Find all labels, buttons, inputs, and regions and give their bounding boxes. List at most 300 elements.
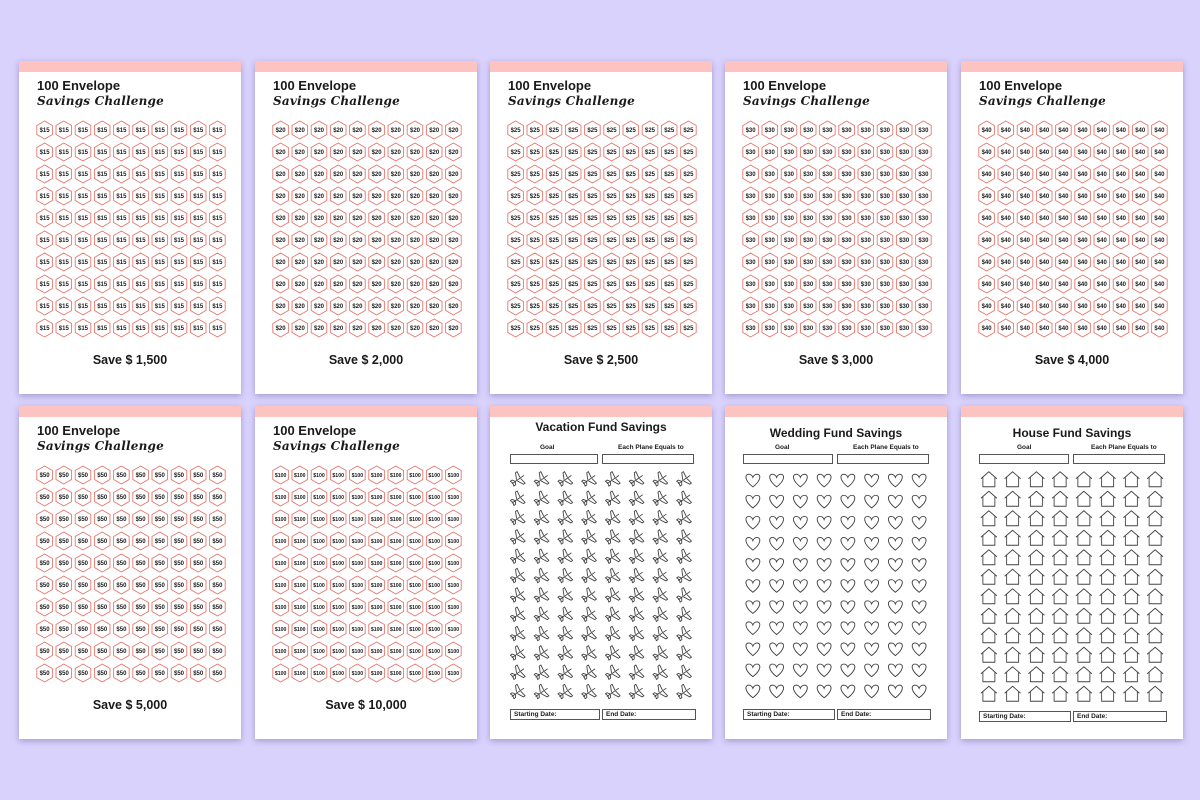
envelope-cell bbox=[37, 576, 53, 594]
envelope-amount: $100 bbox=[370, 495, 383, 501]
fund-cell bbox=[603, 567, 622, 586]
airplane-icon bbox=[532, 605, 551, 624]
airplane-icon bbox=[508, 644, 527, 663]
envelope-cell bbox=[190, 319, 206, 337]
fund-cell bbox=[912, 580, 926, 593]
envelope-cell bbox=[94, 598, 110, 616]
envelope-amount: $100 bbox=[409, 605, 421, 611]
envelope-cell bbox=[311, 664, 327, 682]
airplane-icon bbox=[674, 586, 693, 605]
heart-icon bbox=[770, 664, 784, 677]
envelope-amount: $20 bbox=[448, 282, 459, 288]
envelope-amount: $20 bbox=[352, 172, 363, 178]
envelope-cell bbox=[273, 231, 289, 249]
envelope-cell bbox=[642, 209, 658, 227]
page-title: 100 Envelope bbox=[37, 78, 121, 93]
envelope-amount: $20 bbox=[275, 304, 286, 310]
envelope-amount: $40 bbox=[1096, 326, 1107, 332]
airplane-icon bbox=[627, 509, 646, 528]
envelope-cell bbox=[388, 664, 404, 682]
envelope-cell bbox=[446, 297, 462, 315]
envelope-page-15 bbox=[19, 61, 241, 394]
envelope-cell bbox=[1152, 143, 1168, 161]
envelope-amount: $100 bbox=[332, 649, 344, 655]
envelope-amount: $25 bbox=[568, 238, 579, 244]
heart-icon bbox=[817, 685, 831, 698]
fund-cell bbox=[579, 547, 598, 566]
envelope-amount: $40 bbox=[1000, 238, 1011, 244]
envelope-amount: $50 bbox=[77, 583, 89, 589]
end-date-field[interactable]: End Date: bbox=[837, 709, 931, 720]
envelope-amount: $40 bbox=[1019, 304, 1031, 310]
envelope-amount: $15 bbox=[58, 326, 69, 332]
house-icon bbox=[1076, 686, 1092, 701]
envelope-amount: $100 bbox=[370, 561, 383, 567]
envelope-amount: $50 bbox=[154, 495, 165, 501]
envelope-cell bbox=[330, 598, 346, 616]
heart-icon bbox=[912, 495, 926, 508]
envelope-amount: $40 bbox=[1039, 216, 1050, 222]
envelope-amount: $15 bbox=[154, 216, 165, 222]
envelope-cell bbox=[661, 187, 677, 205]
fund-cell bbox=[912, 538, 926, 551]
envelope-amount: $100 bbox=[447, 583, 460, 589]
envelope-amount: $40 bbox=[981, 150, 992, 156]
envelope-grid bbox=[506, 119, 698, 339]
envelope-cell bbox=[407, 510, 423, 528]
each-equals-field[interactable] bbox=[602, 454, 694, 464]
each-equals-field[interactable] bbox=[1073, 454, 1165, 464]
envelope-cell bbox=[407, 297, 423, 315]
envelope-amount: $100 bbox=[370, 473, 383, 479]
envelope-amount: $25 bbox=[529, 216, 540, 222]
page-header-band bbox=[490, 406, 712, 417]
envelope-cell bbox=[858, 143, 874, 161]
airplane-icon bbox=[579, 644, 598, 663]
fund-cell bbox=[1076, 628, 1092, 643]
envelope-amount: $40 bbox=[1058, 194, 1069, 200]
envelope-cell bbox=[114, 598, 130, 616]
envelope-cell bbox=[1152, 297, 1168, 315]
airplane-icon bbox=[532, 663, 551, 682]
envelope-cell bbox=[1113, 275, 1129, 293]
envelope-cell bbox=[743, 253, 759, 271]
envelope-amount: $100 bbox=[390, 583, 402, 589]
house-icon bbox=[1028, 628, 1044, 643]
envelope-cell bbox=[311, 598, 327, 616]
airplane-icon bbox=[508, 489, 527, 508]
envelope-amount: $30 bbox=[879, 304, 891, 310]
airplane-icon bbox=[603, 683, 622, 702]
envelope-cell bbox=[330, 576, 346, 594]
envelope-amount: $20 bbox=[313, 172, 325, 178]
fund-cell bbox=[1052, 686, 1068, 701]
fund-cell bbox=[674, 470, 693, 489]
envelope-cell bbox=[800, 165, 816, 183]
envelope-cell bbox=[426, 510, 442, 528]
envelope-cell bbox=[681, 253, 697, 271]
envelope-cell bbox=[330, 231, 346, 249]
fund-cell bbox=[888, 601, 902, 614]
fund-cell bbox=[1052, 530, 1068, 545]
fund-cell bbox=[674, 567, 693, 586]
fund-cell bbox=[674, 644, 693, 663]
airplane-icon bbox=[603, 567, 622, 586]
envelope-amount: $50 bbox=[212, 605, 223, 611]
envelope-amount: $40 bbox=[1000, 216, 1011, 222]
heart-icon bbox=[793, 516, 807, 529]
end-date-field[interactable]: End Date: bbox=[602, 709, 696, 720]
envelope-amount: $40 bbox=[1135, 194, 1146, 200]
envelope-amount: $30 bbox=[783, 194, 795, 200]
envelope-amount: $100 bbox=[390, 495, 402, 501]
envelope-amount: $20 bbox=[333, 216, 344, 222]
fund-cell bbox=[981, 511, 997, 526]
envelope-amount: $30 bbox=[918, 326, 929, 332]
envelope-amount: $30 bbox=[899, 238, 910, 244]
house-icon bbox=[981, 491, 997, 506]
envelope-amount: $20 bbox=[275, 172, 286, 178]
envelope-cell bbox=[446, 253, 462, 271]
envelope-cell bbox=[916, 319, 932, 337]
envelope-amount: $30 bbox=[803, 304, 814, 310]
airplane-icon bbox=[627, 683, 646, 702]
fund-cell bbox=[1005, 647, 1021, 662]
envelope-amount: $25 bbox=[683, 194, 694, 200]
envelope-cell bbox=[311, 121, 327, 139]
envelope-amount: $40 bbox=[1058, 216, 1069, 222]
envelope-amount: $20 bbox=[313, 326, 325, 332]
envelope-cell bbox=[446, 642, 462, 660]
envelope-amount: $50 bbox=[97, 495, 108, 501]
envelope-cell bbox=[1094, 187, 1110, 205]
fund-cell bbox=[627, 605, 646, 624]
envelope-amount: $20 bbox=[429, 128, 440, 134]
envelope-amount: $40 bbox=[1135, 326, 1146, 332]
envelope-cell bbox=[916, 165, 932, 183]
envelope-cell bbox=[623, 121, 639, 139]
envelope-amount: $100 bbox=[294, 539, 306, 545]
envelope-cell bbox=[1075, 165, 1091, 183]
envelope-amount: $25 bbox=[587, 128, 598, 134]
goal-field[interactable] bbox=[979, 454, 1069, 464]
envelope-amount: $50 bbox=[116, 473, 127, 479]
envelope-amount: $50 bbox=[193, 517, 204, 523]
envelope-amount: $100 bbox=[428, 627, 440, 633]
fund-cell bbox=[579, 470, 598, 489]
envelope-cell bbox=[273, 187, 289, 205]
envelope-cell bbox=[1075, 319, 1091, 337]
envelope-cell bbox=[858, 187, 874, 205]
envelope-cell bbox=[916, 231, 932, 249]
envelope-cell bbox=[388, 598, 404, 616]
fund-cell bbox=[1052, 647, 1068, 662]
envelope-cell bbox=[330, 532, 346, 550]
envelope-amount: $15 bbox=[212, 260, 223, 266]
envelope-cell bbox=[820, 275, 836, 293]
envelope-amount: $100 bbox=[447, 649, 460, 655]
starting-date-field[interactable]: Starting Date: bbox=[979, 711, 1071, 722]
envelope-cell bbox=[446, 231, 462, 249]
heart-icon bbox=[841, 601, 855, 614]
envelope-cell bbox=[273, 165, 289, 183]
airplane-icon bbox=[674, 625, 693, 644]
envelope-amount: $25 bbox=[606, 150, 617, 156]
envelope-amount: $25 bbox=[568, 216, 579, 222]
airplane-icon bbox=[603, 663, 622, 682]
envelope-cell bbox=[171, 187, 187, 205]
airplane-icon bbox=[651, 470, 670, 489]
fund-cell bbox=[1100, 589, 1116, 604]
fund-cell bbox=[770, 495, 784, 508]
envelope-amount: $15 bbox=[97, 282, 108, 288]
envelope-amount: $40 bbox=[1096, 128, 1107, 134]
envelope-cell bbox=[133, 143, 149, 161]
house-icon bbox=[1028, 569, 1044, 584]
envelope-amount: $15 bbox=[116, 260, 127, 266]
fund-cell bbox=[888, 474, 902, 487]
envelope-cell bbox=[508, 165, 524, 183]
envelope-amount: $50 bbox=[212, 539, 223, 545]
fund-cell bbox=[627, 509, 646, 528]
envelope-amount: $30 bbox=[745, 128, 756, 134]
envelope-amount: $40 bbox=[1039, 128, 1050, 134]
envelope-amount: $100 bbox=[409, 473, 421, 479]
envelope-amount: $40 bbox=[1154, 260, 1165, 266]
envelope-cell bbox=[114, 576, 130, 594]
envelope-amount: $100 bbox=[332, 627, 344, 633]
envelope-cell bbox=[369, 319, 385, 337]
envelope-amount: $40 bbox=[1077, 326, 1088, 332]
envelope-cell bbox=[114, 231, 130, 249]
envelope-amount: $20 bbox=[448, 216, 459, 222]
page-title: 100 Envelope bbox=[273, 423, 357, 438]
envelope-cell bbox=[56, 466, 72, 484]
envelope-amount: $15 bbox=[58, 194, 69, 200]
fund-cell bbox=[770, 685, 784, 698]
fund-cell bbox=[1052, 628, 1068, 643]
envelope-amount: $30 bbox=[841, 238, 852, 244]
envelope-amount: $15 bbox=[77, 150, 89, 156]
envelope-cell bbox=[75, 664, 91, 682]
envelope-amount: $30 bbox=[879, 194, 891, 200]
envelope-amount: $30 bbox=[918, 194, 929, 200]
envelope-amount: $25 bbox=[625, 282, 636, 288]
envelope-amount: $25 bbox=[644, 282, 656, 288]
goal-field[interactable] bbox=[743, 454, 833, 464]
goal-label: Goal bbox=[540, 444, 555, 451]
envelope-amount: $50 bbox=[116, 561, 127, 567]
envelope-cell bbox=[800, 275, 816, 293]
envelope-amount: $30 bbox=[783, 238, 795, 244]
envelope-cell bbox=[623, 187, 639, 205]
fund-cell bbox=[579, 683, 598, 702]
envelope-cell bbox=[75, 598, 91, 616]
fund-cell bbox=[981, 530, 997, 545]
envelope-cell bbox=[661, 165, 677, 183]
envelope-cell bbox=[527, 275, 543, 293]
envelope-cell bbox=[292, 209, 308, 227]
fund-cell bbox=[817, 664, 831, 677]
envelope-cell bbox=[407, 466, 423, 484]
house-icon bbox=[1147, 550, 1163, 565]
envelope-cell bbox=[781, 275, 797, 293]
envelope-amount: $25 bbox=[548, 304, 560, 310]
envelope-amount: $30 bbox=[822, 260, 833, 266]
envelope-amount: $30 bbox=[803, 172, 814, 178]
house-icon bbox=[1076, 608, 1092, 623]
house-icon bbox=[981, 667, 997, 682]
envelope-cell bbox=[546, 143, 562, 161]
airplane-icon bbox=[627, 625, 646, 644]
envelope-amount: $50 bbox=[154, 627, 165, 633]
fund-cell bbox=[1100, 491, 1116, 506]
airplane-icon bbox=[532, 528, 551, 547]
envelope-amount: $40 bbox=[981, 282, 992, 288]
page-subtitle: Savings Challenge bbox=[743, 94, 870, 108]
envelope-cell bbox=[585, 319, 601, 337]
envelope-cell bbox=[916, 253, 932, 271]
envelope-cell bbox=[623, 209, 639, 227]
envelope-amount: $25 bbox=[606, 172, 617, 178]
end-date-field[interactable]: End Date: bbox=[1073, 711, 1167, 722]
fund-cell bbox=[770, 474, 784, 487]
fund-cell bbox=[1123, 667, 1139, 682]
airplane-icon bbox=[556, 509, 575, 528]
envelope-cell bbox=[839, 297, 855, 315]
house-icon bbox=[981, 589, 997, 604]
envelope-amount: $15 bbox=[97, 238, 108, 244]
envelope-amount: $50 bbox=[58, 561, 69, 567]
envelope-cell bbox=[133, 576, 149, 594]
envelope-amount: $100 bbox=[428, 605, 440, 611]
envelope-amount: $30 bbox=[822, 304, 833, 310]
envelope-cell bbox=[1036, 187, 1052, 205]
envelope-cell bbox=[762, 187, 778, 205]
envelope-amount: $40 bbox=[1000, 150, 1011, 156]
envelope-cell bbox=[311, 231, 327, 249]
envelope-cell bbox=[152, 488, 168, 506]
envelope-amount: $20 bbox=[294, 216, 305, 222]
fund-cell bbox=[603, 509, 622, 528]
envelope-cell bbox=[75, 121, 91, 139]
envelope-cell bbox=[133, 466, 149, 484]
fund-cell bbox=[981, 569, 997, 584]
fund-cell bbox=[1052, 491, 1068, 506]
envelope-amount: $15 bbox=[193, 282, 204, 288]
fund-cell bbox=[865, 664, 879, 677]
envelope-amount: $20 bbox=[409, 304, 421, 310]
envelope-cell bbox=[565, 121, 581, 139]
envelope-cell bbox=[273, 488, 289, 506]
envelope-cell bbox=[1113, 297, 1129, 315]
envelope-page-25 bbox=[490, 61, 712, 394]
heart-icon bbox=[865, 643, 879, 656]
envelope-amount: $15 bbox=[97, 326, 108, 332]
envelope-amount: $50 bbox=[135, 495, 146, 501]
envelope-amount: $50 bbox=[212, 517, 223, 523]
heart-icon bbox=[888, 580, 902, 593]
envelope-amount: $50 bbox=[39, 539, 50, 545]
envelope-amount: $50 bbox=[193, 583, 204, 589]
envelope-cell bbox=[896, 253, 912, 271]
envelope-cell bbox=[56, 664, 72, 682]
envelope-cell bbox=[388, 143, 404, 161]
envelope-cell bbox=[661, 209, 677, 227]
heart-icon bbox=[746, 559, 760, 572]
fund-cell bbox=[888, 643, 902, 656]
envelope-amount: $30 bbox=[860, 150, 871, 156]
envelope-cell bbox=[604, 187, 620, 205]
envelope-cell bbox=[1036, 253, 1052, 271]
envelope-cell bbox=[75, 554, 91, 572]
envelope-cell bbox=[75, 620, 91, 638]
heart-icon bbox=[746, 474, 760, 487]
page-title: House Fund Savings bbox=[1012, 426, 1132, 440]
airplane-icon bbox=[651, 489, 670, 508]
envelope-cell bbox=[446, 121, 462, 139]
envelope-amount: $100 bbox=[274, 495, 287, 501]
fund-cell bbox=[603, 683, 622, 702]
fund-cell bbox=[627, 547, 646, 566]
envelope-amount: $50 bbox=[77, 671, 89, 677]
envelope-amount: $100 bbox=[370, 627, 383, 633]
each-equals-field[interactable] bbox=[837, 454, 929, 464]
envelope-cell bbox=[546, 209, 562, 227]
house-icon bbox=[1123, 472, 1139, 487]
fund-cell bbox=[627, 644, 646, 663]
envelope-amount: $100 bbox=[370, 517, 383, 523]
envelope-cell bbox=[273, 620, 289, 638]
fund-cell bbox=[651, 663, 670, 682]
envelope-cell bbox=[1056, 143, 1072, 161]
envelope-cell bbox=[1094, 209, 1110, 227]
airplane-icon bbox=[532, 470, 551, 489]
fund-cell bbox=[1076, 569, 1092, 584]
heart-icon bbox=[841, 664, 855, 677]
envelope-amount: $20 bbox=[352, 304, 363, 310]
envelope-amount: $50 bbox=[77, 517, 89, 523]
envelope-cell bbox=[546, 121, 562, 139]
fund-cell bbox=[579, 644, 598, 663]
heart-icon bbox=[865, 580, 879, 593]
envelope-amount: $15 bbox=[154, 282, 165, 288]
envelope-amount: $20 bbox=[429, 326, 440, 332]
fund-cell bbox=[674, 683, 693, 702]
envelope-amount: $40 bbox=[1115, 260, 1127, 266]
fund-cell bbox=[888, 538, 902, 551]
envelope-amount: $20 bbox=[352, 128, 363, 134]
envelope-cell bbox=[446, 576, 462, 594]
envelope-amount: $15 bbox=[173, 304, 185, 310]
envelope-cell bbox=[998, 297, 1014, 315]
envelope-cell bbox=[56, 253, 72, 271]
envelope-amount: $25 bbox=[548, 260, 560, 266]
starting-date-field[interactable]: Starting Date: bbox=[510, 709, 600, 720]
envelope-cell bbox=[210, 209, 226, 227]
envelope-cell bbox=[1152, 121, 1168, 139]
fund-cell bbox=[888, 664, 902, 677]
envelope-cell bbox=[94, 620, 110, 638]
goal-field[interactable] bbox=[510, 454, 598, 464]
envelope-amount: $100 bbox=[294, 583, 306, 589]
envelope-cell bbox=[585, 275, 601, 293]
starting-date-field[interactable]: Starting Date: bbox=[743, 709, 835, 720]
fund-cell bbox=[532, 683, 551, 702]
envelope-cell bbox=[273, 253, 289, 271]
house-icon bbox=[1076, 550, 1092, 565]
page-title: 100 Envelope bbox=[37, 423, 121, 438]
